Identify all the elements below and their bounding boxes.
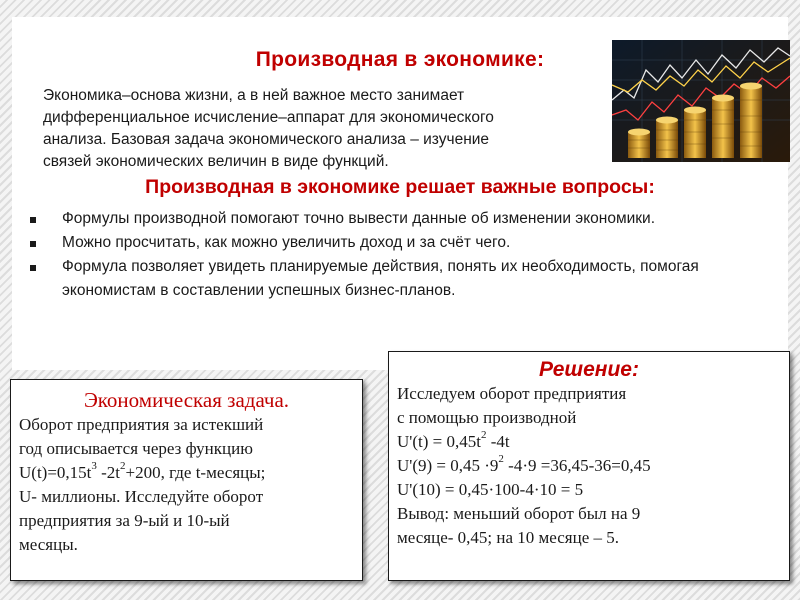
bullet-text: Можно просчитать, как можно увеличить доход и за счёт чего. xyxy=(62,234,511,251)
intro-line: связей экономических величин в виде функций. xyxy=(43,153,389,170)
solution-formula-line xyxy=(397,430,781,454)
solution-line: месяце- 0,45; на 10 месяце – 5. xyxy=(397,528,619,547)
task-line: U- миллионы. Исследуйте оборот xyxy=(19,487,264,506)
task-formula-line xyxy=(19,461,354,485)
list-item xyxy=(30,231,750,255)
task-body xyxy=(11,413,362,557)
formula-exponent: 2 xyxy=(480,429,487,442)
bullet-list xyxy=(30,207,750,303)
task-line: год описывается через функцию xyxy=(19,439,253,458)
page-title: Производная в экономике: xyxy=(255,48,545,71)
bullet-text: Формула позволяет увидеть планируемые действия, понять их необходимость, помогая экономистам в составлении успешных бизнес-планов. xyxy=(62,258,699,299)
economic-task-box xyxy=(10,379,363,581)
formula-part: -2t xyxy=(96,463,121,482)
list-item xyxy=(30,255,750,303)
solution-line: U'(10) = 0,45·100-4·10 = 5 xyxy=(397,480,584,499)
solution-line: с помощью производной xyxy=(397,408,577,427)
task-line: месяцы. xyxy=(19,535,78,554)
intro-line: дифференциальное исчисление–аппарат для экономического xyxy=(43,109,494,126)
formula-exponent: 2 xyxy=(120,460,126,473)
solution-box xyxy=(388,351,790,581)
solution-body xyxy=(389,382,789,550)
intro-line: анализа. Базовая задача экономического анализа – изучение xyxy=(43,131,490,148)
solution-line: Исследуем оборот предприятия xyxy=(397,384,627,403)
section-subtitle: Производная в экономике решает важные вопросы: xyxy=(145,176,655,198)
intro-paragraph xyxy=(43,85,633,173)
bullet-square-icon xyxy=(30,241,36,247)
formula-exponent: 3 xyxy=(91,460,97,473)
formula-part: U(t)=0,15t xyxy=(19,463,92,482)
formula-part: -4t xyxy=(486,432,510,451)
coins-chart-image xyxy=(612,40,790,162)
formula-part: U'(9) = 0,45 ·9 xyxy=(397,456,499,475)
bullet-square-icon xyxy=(30,265,36,271)
task-line: предприятия за 9-ый и 10-ый xyxy=(19,511,230,530)
coins-stock-chart-photo xyxy=(612,40,790,162)
list-item xyxy=(30,207,750,231)
formula-part: +200, где t-месяцы; xyxy=(125,463,266,482)
formula-part: -4·9 =36,45-36=0,45 xyxy=(503,456,651,475)
formula-exponent: 2 xyxy=(498,453,504,466)
bullet-text: Формулы производной помогают точно вывести данные об изменении экономики. xyxy=(62,210,656,227)
intro-line: Экономика–основа жизни, а в ней важное место занимает xyxy=(43,87,465,104)
task-line: Оборот предприятия за истекший xyxy=(19,415,264,434)
bullet-square-icon xyxy=(30,217,36,223)
task-heading: Экономическая задача. xyxy=(83,388,290,412)
solution-formula-line xyxy=(397,454,781,478)
solution-heading: Решение: xyxy=(539,358,639,381)
formula-part: U'(t) = 0,45t xyxy=(397,432,481,451)
solution-line: Вывод: меньший оборот был на 9 xyxy=(397,504,641,523)
